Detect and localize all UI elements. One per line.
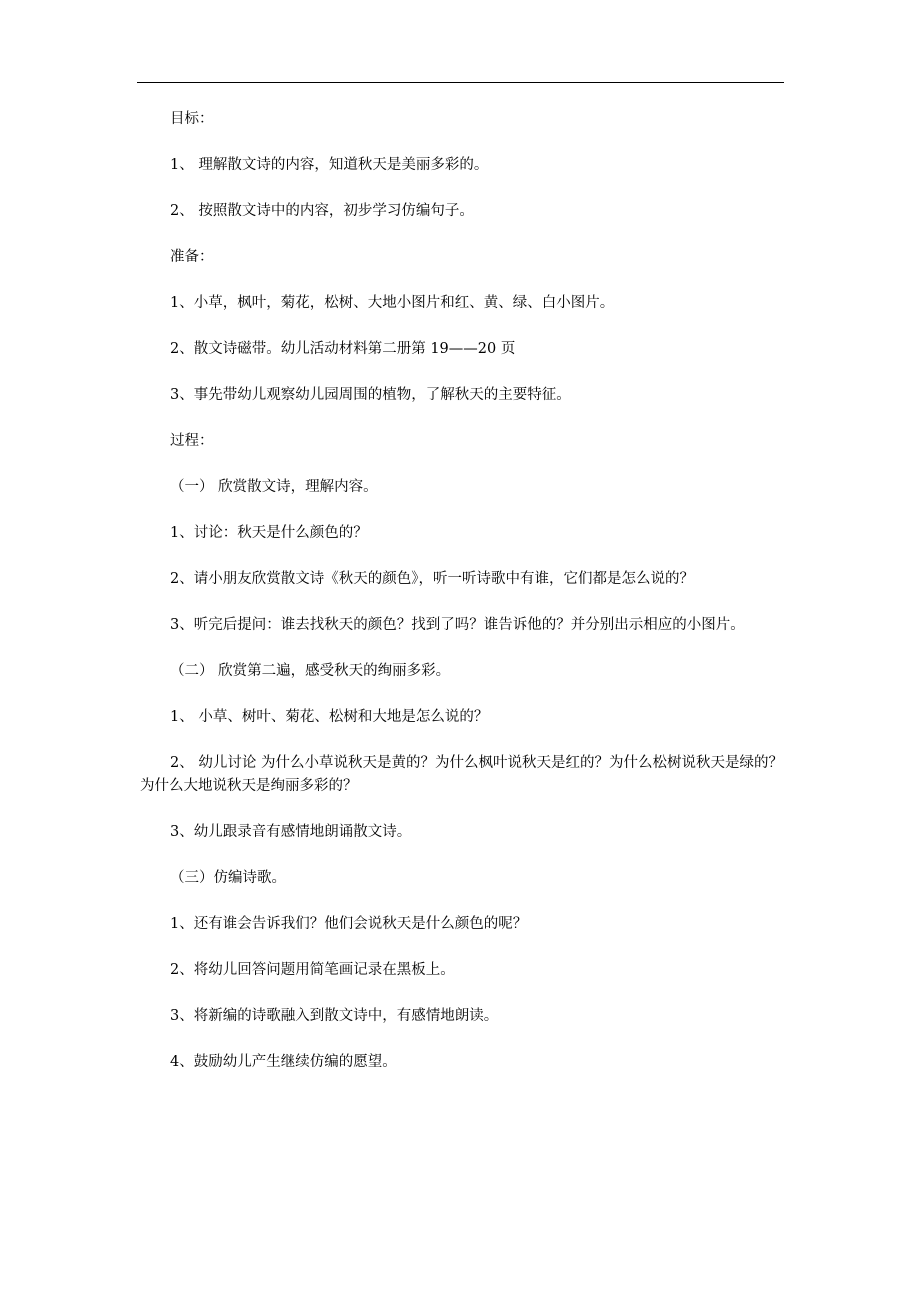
preparation-item-2: 2、散文诗磁带。幼儿活动材料第二册第 19——20 页: [170, 341, 516, 357]
goal-item-1: 1、 理解散文诗的内容，知道秋天是美丽多彩的。: [170, 157, 489, 173]
process-3-item-1: 1、还有谁会告诉我们？他们会说秋天是什么颜色的呢？: [170, 916, 528, 932]
section-heading-1: （一） 欣赏散文诗，理解内容。: [170, 479, 378, 495]
preparation-item-3: 3、事先带幼儿观察幼儿园周围的植物，了解秋天的主要特征。: [170, 387, 571, 403]
heading-process: 过程：: [170, 433, 214, 449]
process-3-item-2: 2、将幼儿回答问题用简笔画记录在黑板上。: [170, 962, 455, 978]
header-rule: [137, 82, 784, 83]
process-3-item-3: 3、将新编的诗歌融入到散文诗中，有感情地朗读。: [170, 1008, 499, 1024]
process-1-item-1: 1、讨论：秋天是什么颜色的？: [170, 525, 368, 541]
heading-preparation: 准备：: [170, 249, 214, 265]
process-2-item-3: 3、幼儿跟录音有感情地朗诵散文诗。: [170, 824, 412, 840]
goal-item-2: 2、 按照散文诗中的内容，初步学习仿编句子。: [170, 203, 474, 219]
process-2-item-2: 2、 幼儿讨论 为什么小草说秋天是黄的？为什么枫叶说秋天是红的？为什么松树说秋天是绿的？为什么大地说秋天是绚丽多彩的？: [140, 755, 783, 794]
process-1-item-3: 3、听完后提问：谁去找秋天的颜色？找到了吗？谁告诉他的？并分别出示相应的小图片。: [170, 617, 745, 633]
section-heading-3: （三）仿编诗歌。: [170, 870, 286, 886]
process-3-item-4: 4、鼓励幼儿产生继续仿编的愿望。: [170, 1054, 397, 1070]
preparation-item-1: 1、小草，枫叶，菊花，松树、大地小图片和红、黄、绿、白小图片。: [170, 295, 615, 311]
section-heading-2: （二） 欣赏第二遍，感受秋天的绚丽多彩。: [170, 663, 451, 679]
heading-goals: 目标：: [170, 111, 214, 127]
process-1-item-2: 2、请小朋友欣赏散文诗《秋天的颜色》，听一听诗歌中有谁，它们都是怎么说的？: [170, 571, 694, 587]
document-body: [140, 108, 784, 1097]
process-2-item-1: 1、 小草、树叶、菊花、松树和大地是怎么说的？: [170, 709, 489, 725]
